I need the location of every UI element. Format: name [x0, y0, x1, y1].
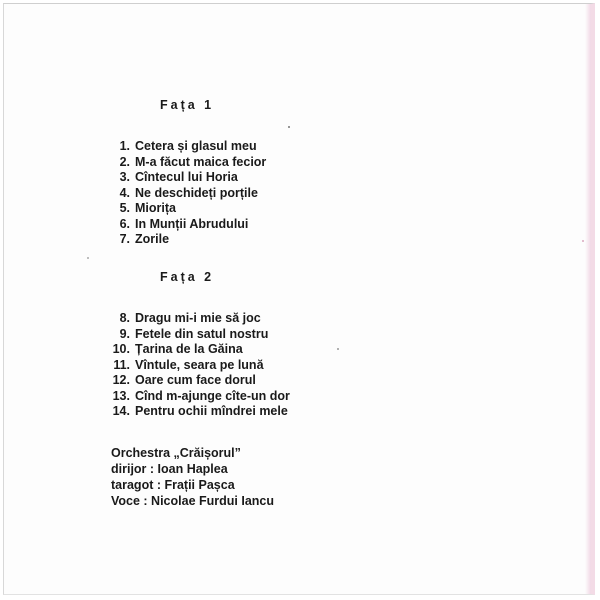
track-title: Vîntule, seara pe lună	[135, 357, 264, 372]
credit-orchestra: Orchestra „Crăișorul”	[111, 446, 241, 460]
track-item	[104, 170, 266, 186]
track-title: Pentru ochii mîndrei mele	[135, 404, 288, 418]
track-number: 7.	[119, 232, 130, 246]
paper-speck	[337, 348, 339, 350]
track-number: 2.	[119, 154, 130, 169]
side-1-track-list	[104, 139, 266, 248]
track-item	[104, 404, 290, 420]
credit-conductor: dirijor : Ioan Haplea	[111, 462, 228, 476]
track-title: Fetele din satul nostru	[135, 326, 269, 341]
track-title: In Munții Abrudului	[135, 216, 249, 231]
track-number: 3.	[119, 170, 130, 184]
track-number: 10.	[112, 342, 130, 356]
track-item	[104, 155, 266, 171]
track-title: Cînd m-ajunge cîte-un dor	[135, 388, 290, 403]
track-number: 14.	[112, 404, 130, 418]
record-sleeve-page	[3, 3, 595, 595]
track-number: 5.	[119, 201, 130, 215]
track-title: Cîntecul lui Horia	[135, 170, 238, 184]
track-number: 9.	[119, 326, 130, 341]
track-item	[104, 139, 266, 155]
track-number: 12.	[112, 373, 130, 387]
track-number: 6.	[119, 216, 130, 231]
track-title: Cetera și glasul meu	[135, 139, 257, 153]
track-title: M-a făcut maica fecior	[135, 154, 267, 169]
track-title: Zorile	[135, 232, 170, 246]
track-title: Oare cum face dorul	[135, 373, 256, 387]
paper-speck	[288, 126, 290, 128]
side-1-heading: Fața 1	[160, 98, 215, 112]
track-item	[104, 217, 266, 233]
track-item	[104, 358, 290, 374]
track-number: 8.	[119, 311, 130, 325]
credit-voice: Voce : Nicolae Furdui Iancu	[111, 494, 274, 508]
track-item	[104, 373, 290, 389]
track-number: 11.	[113, 357, 130, 372]
track-title: Țarina de la Găina	[135, 342, 243, 356]
track-item	[104, 327, 290, 343]
track-item	[104, 201, 266, 217]
track-item	[104, 232, 266, 248]
track-number: 4.	[119, 185, 130, 200]
side-2-track-list	[104, 311, 290, 420]
track-item	[104, 389, 290, 405]
track-number: 1.	[119, 139, 130, 153]
credits-block	[111, 445, 274, 509]
track-item	[104, 311, 290, 327]
paper-speck	[87, 257, 89, 259]
track-item	[104, 342, 290, 358]
track-title: Ne deschideți porțile	[135, 185, 258, 200]
pink-edge-bleed	[585, 4, 591, 594]
track-title: Dragu mi-i mie să joc	[135, 311, 261, 325]
track-title: Miorița	[135, 201, 176, 215]
side-2-heading: Fața 2	[160, 270, 215, 284]
credit-taragot: taragot : Frații Pașca	[111, 478, 235, 492]
track-item	[104, 186, 266, 202]
track-number: 13.	[112, 388, 130, 403]
paper-speck	[582, 240, 584, 242]
